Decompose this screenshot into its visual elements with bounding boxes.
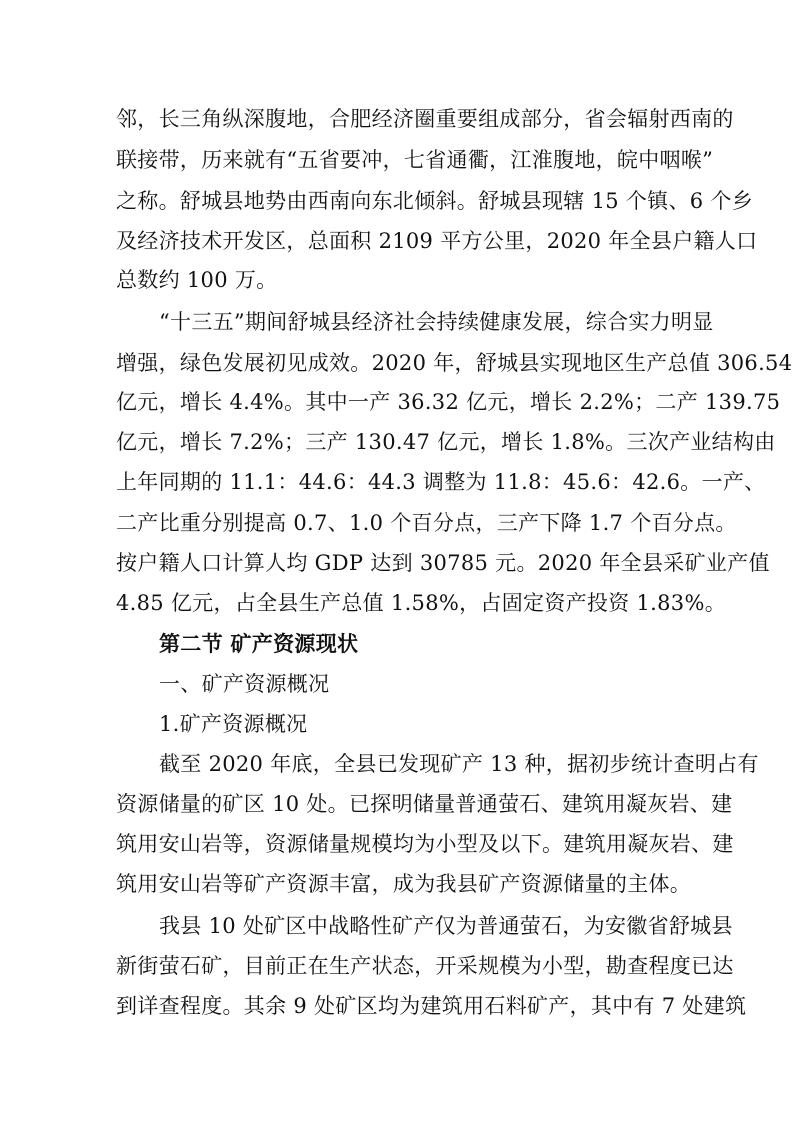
paragraph-line: 到详查程度。其余 9 处矿区均为建筑用石料矿产，其中有 7 处建筑 — [116, 994, 747, 1018]
paragraph-line: 及经济技术开发区，总面积 2109 平方公里，2020 年全县户籍人口 — [116, 229, 758, 253]
subsection-title: 一、矿产资源概况 — [159, 672, 330, 696]
sub-subsection-title: 1.矿产资源概况 — [159, 712, 308, 736]
paragraph-line: 总数约 100 万。 — [116, 268, 278, 292]
paragraph-line: 亿元，增长 4.4%。其中一产 36.32 亿元，增长 2.2%；二产 139.75 — [116, 390, 781, 414]
paragraph-line: 截至 2020 年底，全县已发现矿产 13 种，据初步统计查明占有 — [159, 752, 759, 776]
paragraph-line: 增强，绿色发展初见成效。2020 年，舒城县实现地区生产总值 306.54 — [116, 351, 793, 375]
paragraph-line: 筑用安山岩等，资源储量规模均为小型及以下。建筑用凝灰岩、建 — [116, 832, 734, 856]
paragraph-line: 邻，长三角纵深腹地，合肥经济圈重要组成部分，省会辐射西南的 — [116, 107, 734, 131]
paragraph-line: 新街萤石矿，目前正在生产状态，开采规模为小型，勘查程度已达 — [116, 954, 734, 978]
paragraph-line: 上年同期的 11.1：44.6：44.3 调整为 11.8：45.6：42.6。一产、 — [116, 470, 766, 494]
paragraph-line: 4.85 亿元，占全县生产总值 1.58%，占固定资产投资 1.83%。 — [116, 591, 727, 615]
paragraph-line: 按户籍人口计算人均 GDP 达到 30785 元。2020 年全县采矿业产值 — [116, 551, 770, 575]
paragraph-line: 亿元，增长 7.2%；三产 130.47 亿元，增长 1.8%。三次产业结构由 — [116, 430, 776, 454]
paragraph-line: 之称。舒城县地势由西南向东北倾斜。舒城县现辖 15 个镇、6 个乡 — [116, 189, 754, 213]
paragraph-line: 联接带，历来就有“五省要冲，七省通衢，江淮腹地，皖中咽喉” — [116, 148, 714, 172]
paragraph-line: “十三五”期间舒城县经济社会持续健康发展，综合实力明显 — [159, 310, 714, 334]
section-title: 第二节 矿产资源现状 — [159, 631, 359, 656]
paragraph-line: 我县 10 处矿区中战略性矿产仅为普通萤石，为安徽省舒城县 — [159, 914, 733, 938]
paragraph-line: 筑用安山岩等矿产资源丰富，成为我县矿产资源储量的主体。 — [116, 872, 692, 896]
paragraph-line: 资源储量的矿区 10 处。已探明储量普通萤石、建筑用凝灰岩、建 — [116, 792, 733, 816]
paragraph-line: 二产比重分别提高 0.7、1.0 个百分点，三产下降 1.7 个百分点。 — [116, 511, 737, 535]
